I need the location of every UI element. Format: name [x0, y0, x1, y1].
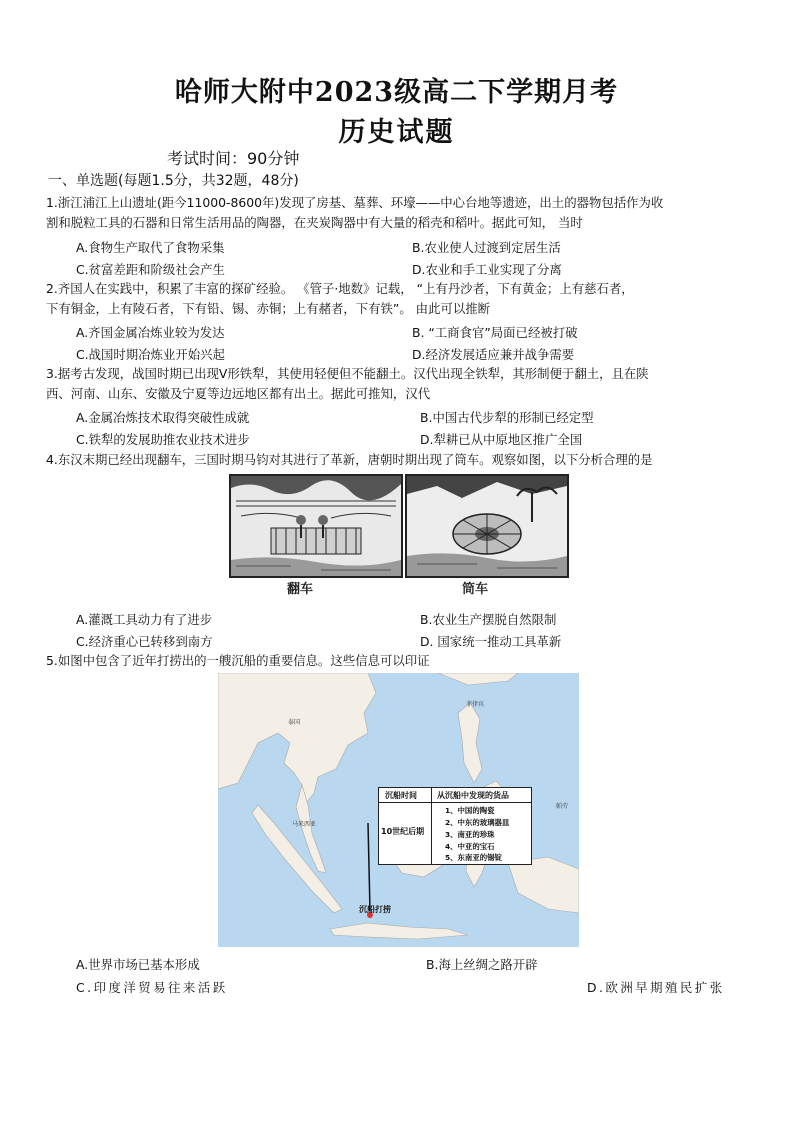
cargo-item: 4、中亚的宝石: [445, 842, 495, 851]
water-wheel-drawing: [407, 476, 567, 576]
question-2-option-c: C.战国时期冶炼业开始兴起: [76, 347, 225, 362]
question-3-option-a: A.金属冶炼技术取得突破性成就: [76, 410, 250, 425]
cargo-item: 5、东南亚的锡锭: [445, 853, 502, 862]
shipwreck-cargo-table: [378, 787, 532, 865]
exam-subtitle: 历史试题: [338, 117, 455, 148]
map-label-philippines: 菲律宾: [466, 701, 485, 708]
cargo-item: 1、中国的陶瓷: [445, 806, 495, 815]
question-5-stem-line-1: 5.如图中包含了近年打捞出的一艘沉船的重要信息。这些信息可以印证: [46, 653, 430, 668]
cargo-col-goods-header: 从沉船中发现的货品: [437, 791, 509, 800]
question-1-option-c: C.贫富差距和阶级社会产生: [76, 262, 225, 277]
section-heading: 一、单选题(每题1.5分，共32题，48分): [48, 173, 299, 189]
question-3-stem-line-2: 西、河南、山东、安徽及宁夏等边远地区都有出土。据此可推知，汉代: [46, 386, 431, 401]
question-3-stem-line-1: 3.据考古发现，战国时期已出现V形铁犁，其使用轻便但不能翻土。汉代出现全铁犁，其形制便于翻土，且在陕: [46, 366, 649, 381]
cargo-era: 10世纪后期: [381, 827, 425, 836]
cargo-col-time-header: 沉船时间: [385, 791, 417, 800]
question-4-option-d: D. 国家统一推动工具革新: [420, 634, 562, 649]
question-3-option-d: D.犁耕已从中原地区推广全国: [420, 432, 583, 447]
exam-time: 考试时间：90分钟: [167, 149, 300, 168]
cargo-item: 3、南亚的珍珠: [445, 830, 495, 839]
question-4-option-a: A.灌溉工具动力有了进步: [76, 612, 213, 627]
question-2-option-d: D.经济发展适应兼并战争需要: [412, 347, 575, 362]
water-wheel-caption: 筒车: [462, 582, 489, 597]
question-4-option-b: B.农业生产摆脱自然限制: [420, 612, 557, 627]
question-2-stem-line-2: 下有铜金，上有陵石者，下有铅、锡、赤铜；上有赭者，下有铁”。 由此可以推断: [46, 301, 491, 316]
map-label-thailand: 泰国: [288, 719, 301, 726]
cargo-table-header: [379, 788, 531, 803]
question-5-option-c: C.印度洋贸易往来活跃: [76, 980, 228, 995]
question-2-stem-line-1: 2.齐国人在实践中，积累了丰富的探矿经验。 《管子·地数》记载， “上有丹沙者，下有黄金；上有慈石者，: [46, 281, 634, 296]
question-1-option-a: A.食物生产取代了食物采集: [76, 240, 225, 255]
map-label-palau: 帕劳: [556, 803, 569, 810]
paddle-wheel-caption: 翻车: [287, 582, 314, 597]
water-wheel-illustration: [405, 474, 569, 578]
question-4-stem-line-1: 4.东汉末期已经出现翻车，三国时期马钧对其进行了革新，唐朝时期出现了筒车。观察如图，以下分析合理的是: [46, 452, 653, 467]
question-5-option-a: A.世界市场已基本形成: [76, 957, 200, 972]
question-5-option-b: B.海上丝绸之路开辟: [426, 957, 538, 972]
question-2-option-a: A.齐国金属冶炼业较为发达: [76, 325, 225, 340]
shipwreck-salvage-label: 沉船打捞: [359, 905, 391, 914]
paddle-wheel-drawing: [231, 476, 401, 576]
question-1-option-b: B.农业使人过渡到定居生活: [412, 240, 561, 255]
question-1-option-d: D.农业和手工业实现了分离: [412, 262, 562, 277]
question-1-stem-line-2: 割和脱粒工具的石器和日常生活用品的陶器，在夹炭陶器中有大量的稻壳和稻叶。据此可知， 当时: [46, 215, 583, 230]
cargo-table-divider: [431, 788, 432, 864]
question-4-option-c: C.经济重心已转移到南方: [76, 634, 213, 649]
paddle-wheel-illustration: [229, 474, 403, 578]
question-2-option-b: B. “工商食官”局面已经被打破: [412, 325, 578, 340]
question-1-stem-line-1: 1.浙江浦江上山遗址(距今11000-8600年)发现了房基、墓葬、环壕——中心台地等遗迹，出土的器物包括作为收: [46, 195, 664, 210]
map-label-malaysia: 马来西亚: [292, 821, 317, 828]
question-5-option-d: D.欧洲早期殖民扩张: [587, 980, 725, 995]
cargo-item: 2、中东的玻璃器皿: [445, 818, 510, 827]
question-3-option-c: C.铁犁的发展助推农业技术进步: [76, 432, 250, 447]
exam-title: 哈师大附中2023级高二下学期月考: [174, 77, 619, 108]
question-3-option-b: B.中国古代步犁的形制已经定型: [420, 410, 594, 425]
